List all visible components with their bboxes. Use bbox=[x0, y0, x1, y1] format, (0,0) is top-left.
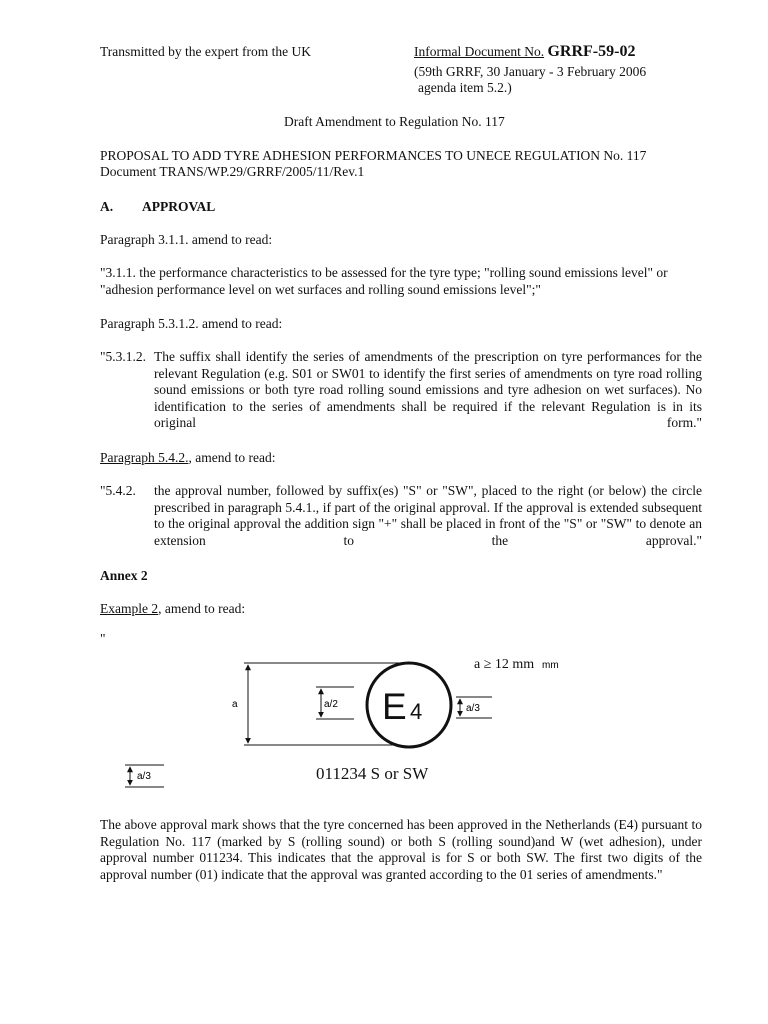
section-letter: A. bbox=[100, 199, 114, 214]
proposal-document: Document TRANS/WP.29/GRRF/2005/11/Rev.1 bbox=[100, 164, 365, 179]
label-a: a bbox=[232, 699, 238, 710]
example-intro-rest: , amend to read: bbox=[158, 601, 246, 616]
section-title: APPROVAL bbox=[142, 199, 216, 214]
document-number: GRRF-59-02 bbox=[547, 43, 636, 60]
paragraph-5312-text: The suffix shall identify the series of amendments of the prescription on tyre performances for the relevant Regulation (e.g. S01 or SW01 to identify the first series of amendments on tyre road rolling sound emissions or both tyre road rolling sound emissions and tyre adhesion on wet surfaces). No identification to the series of amendments shall be required if the relevant Regulation is in its original form." bbox=[154, 349, 702, 430]
paragraph-542-intro bbox=[100, 450, 275, 467]
paragraph-311-intro: Paragraph 3.1.1. amend to read: bbox=[100, 232, 273, 247]
draft-title: Draft Amendment to Regulation No. 117 bbox=[284, 114, 505, 129]
example-link[interactable]: Example 2 bbox=[100, 601, 159, 616]
transmitted-by: Transmitted by the expert from the UK bbox=[100, 44, 311, 59]
dimension-unit: mm bbox=[542, 660, 559, 671]
approval-number: 011234 S or SW bbox=[316, 764, 429, 783]
opening-quote: " bbox=[100, 631, 106, 646]
proposal-title: PROPOSAL TO ADD TYRE ADHESION PERFORMANCES TO UNECE REGULATION No. 117 bbox=[100, 148, 647, 163]
document-reference bbox=[414, 44, 635, 61]
dimension-note: a ≥ 12 mm bbox=[474, 657, 535, 672]
approval-mark-figure bbox=[0, 640, 768, 800]
e-mark: E bbox=[382, 686, 407, 727]
paragraph-5312 bbox=[100, 349, 702, 448]
label-a2: a/2 bbox=[324, 699, 338, 710]
example-intro bbox=[100, 601, 245, 618]
paragraph-542-text: the approval number, followed by suffix(es) "S" or "SW", placed to the right (or below) the circle prescribed in paragraph 5.4.1., if part of the original approval. If the approval is extended subsequent to the original approval the addition sign "+" shall be placed in front of the "S" or "SW" to denote an extension to the approval." bbox=[154, 483, 702, 548]
informal-document-label: Informal Document No. bbox=[414, 44, 545, 59]
paragraph-542-number: "5.4.2. bbox=[100, 483, 136, 498]
paragraph-542-link[interactable]: Paragraph 5.4.2. bbox=[100, 450, 189, 465]
agenda-item: agenda item 5.2.) bbox=[418, 80, 512, 95]
annex-title: Annex 2 bbox=[100, 568, 148, 583]
country-number: 4 bbox=[410, 699, 423, 724]
session-info: (59th GRRF, 30 January - 3 February 2006 bbox=[414, 64, 647, 79]
label-a3-right: a/3 bbox=[466, 703, 480, 714]
paragraph-5312-number: "5.3.1.2. bbox=[100, 349, 147, 364]
label-a3-left: a/3 bbox=[137, 771, 151, 782]
paragraph-311-text: "3.1.1. the performance characteristics to be assessed for the tyre type; "rolling sound emissions level" or "adhesion performance level on wet surfaces and rolling sound emissions level";" bbox=[100, 265, 668, 297]
paragraph-5312-intro: Paragraph 5.3.1.2. amend to read: bbox=[100, 316, 283, 331]
paragraph-542-intro-rest: , amend to read: bbox=[188, 450, 276, 465]
explanation-paragraph: The above approval mark shows that the tyre concerned has been approved in the Netherlands (E4) pursuant to Regulation No. 117 (marked by S (rolling sound) or both S (rolling sound)and W (wet adhesion), under approval number 011234. This indicates that the approval is for S or both SW. The first two digits of the approval number (01) indicate that the approval was granted according to the 01 series of amendments." bbox=[100, 817, 702, 882]
approval-circle bbox=[367, 663, 451, 747]
paragraph-542 bbox=[100, 483, 702, 566]
